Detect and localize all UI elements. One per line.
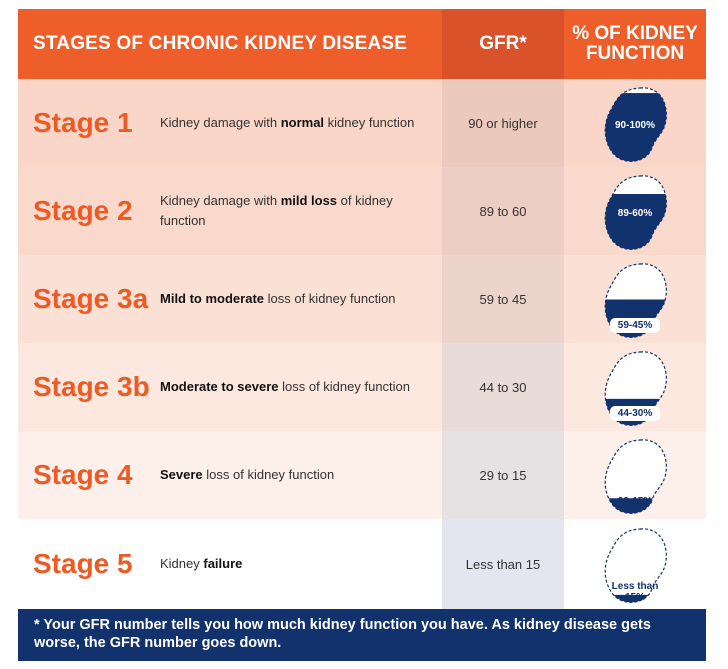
description-text: loss of kidney function <box>278 379 411 394</box>
kidney-icon <box>597 258 673 340</box>
gfr-value: 89 to 60 <box>442 167 564 255</box>
description-text: kidney function <box>324 115 415 130</box>
kidney-icon <box>597 523 673 605</box>
table-row <box>18 431 706 519</box>
stage-cell <box>18 255 442 343</box>
description-text: Kidney damage with <box>160 115 281 130</box>
description-emphasis: normal <box>280 115 325 130</box>
table-row <box>18 255 706 343</box>
stage-description <box>160 289 442 309</box>
stage-label: Stage 3b <box>33 371 150 402</box>
gfr-value: 90 or higher <box>442 79 564 167</box>
stage-cell <box>18 343 442 431</box>
description-emphasis: mild loss <box>280 193 338 208</box>
gfr-value: 44 to 30 <box>442 343 564 431</box>
description-emphasis: Severe <box>160 467 203 482</box>
gfr-value: 59 to 45 <box>442 255 564 343</box>
description-emphasis: failure <box>203 556 243 571</box>
stage-cell <box>18 79 442 167</box>
table-header <box>18 9 706 79</box>
description-text: of kidney function <box>160 193 393 228</box>
table-row <box>18 519 706 609</box>
table-row <box>18 79 706 167</box>
kidney-icon <box>597 82 673 164</box>
kidney-icon <box>597 434 673 516</box>
table-title: STAGES OF CHRONIC KIDNEY DISEASE <box>18 9 442 79</box>
kidney-icon <box>597 170 673 252</box>
stage-cell <box>18 431 442 519</box>
kidney-function-percent: 29-15% <box>617 496 653 507</box>
stage-description <box>160 113 442 133</box>
kidney-function-percent: 59-45% <box>617 320 653 331</box>
stage-description <box>160 191 442 231</box>
table-row <box>18 343 706 431</box>
kidney-function-percent: 89-60% <box>617 208 653 219</box>
description-emphasis: Moderate to severe <box>160 379 279 394</box>
description-text: loss of kidney function <box>264 291 396 306</box>
kidney-function-column-header: % OF KIDNEY FUNCTION <box>564 9 706 79</box>
kidney-function-cell <box>564 431 706 519</box>
gfr-value: 29 to 15 <box>442 431 564 519</box>
kidney-fill-level <box>600 194 670 252</box>
kidney-function-cell <box>564 519 706 609</box>
stage-label: Stage 2 <box>33 195 133 226</box>
stage-description <box>160 377 442 397</box>
stage-description <box>160 465 442 485</box>
kidney-function-cell <box>564 167 706 255</box>
stage-description <box>160 554 442 574</box>
stage-label: Stage 4 <box>33 459 133 490</box>
description-text: Kidney <box>160 556 204 571</box>
kidney-function-percent: 44-30% <box>617 408 653 419</box>
kidney-function-cell <box>564 79 706 167</box>
kidney-icon <box>597 346 673 428</box>
gfr-value: Less than 15 <box>442 519 564 609</box>
stage-cell <box>18 167 442 255</box>
table-row <box>18 167 706 255</box>
description-text: Kidney damage with <box>160 193 281 208</box>
kidney-function-percent: 90-100% <box>614 120 656 131</box>
stage-label: Stage 3a <box>33 283 149 314</box>
kidney-function-percent: Less than 15% <box>611 581 659 603</box>
stage-label: Stage 1 <box>33 107 133 138</box>
gfr-footnote: * Your GFR number tells you how much kidney function you have. As kidney disease gets worse, the GFR number goes down. <box>18 609 706 661</box>
description-emphasis: Mild to moderate <box>160 291 265 306</box>
description-text: loss of kidney function <box>202 467 335 482</box>
stage-cell <box>18 519 442 609</box>
stage-label: Stage 5 <box>33 548 133 579</box>
kidney-function-cell <box>564 255 706 343</box>
kidney-function-cell <box>564 343 706 431</box>
ckd-stages-table <box>18 9 706 609</box>
gfr-column-header: GFR* <box>442 9 564 79</box>
table-body <box>18 79 706 609</box>
